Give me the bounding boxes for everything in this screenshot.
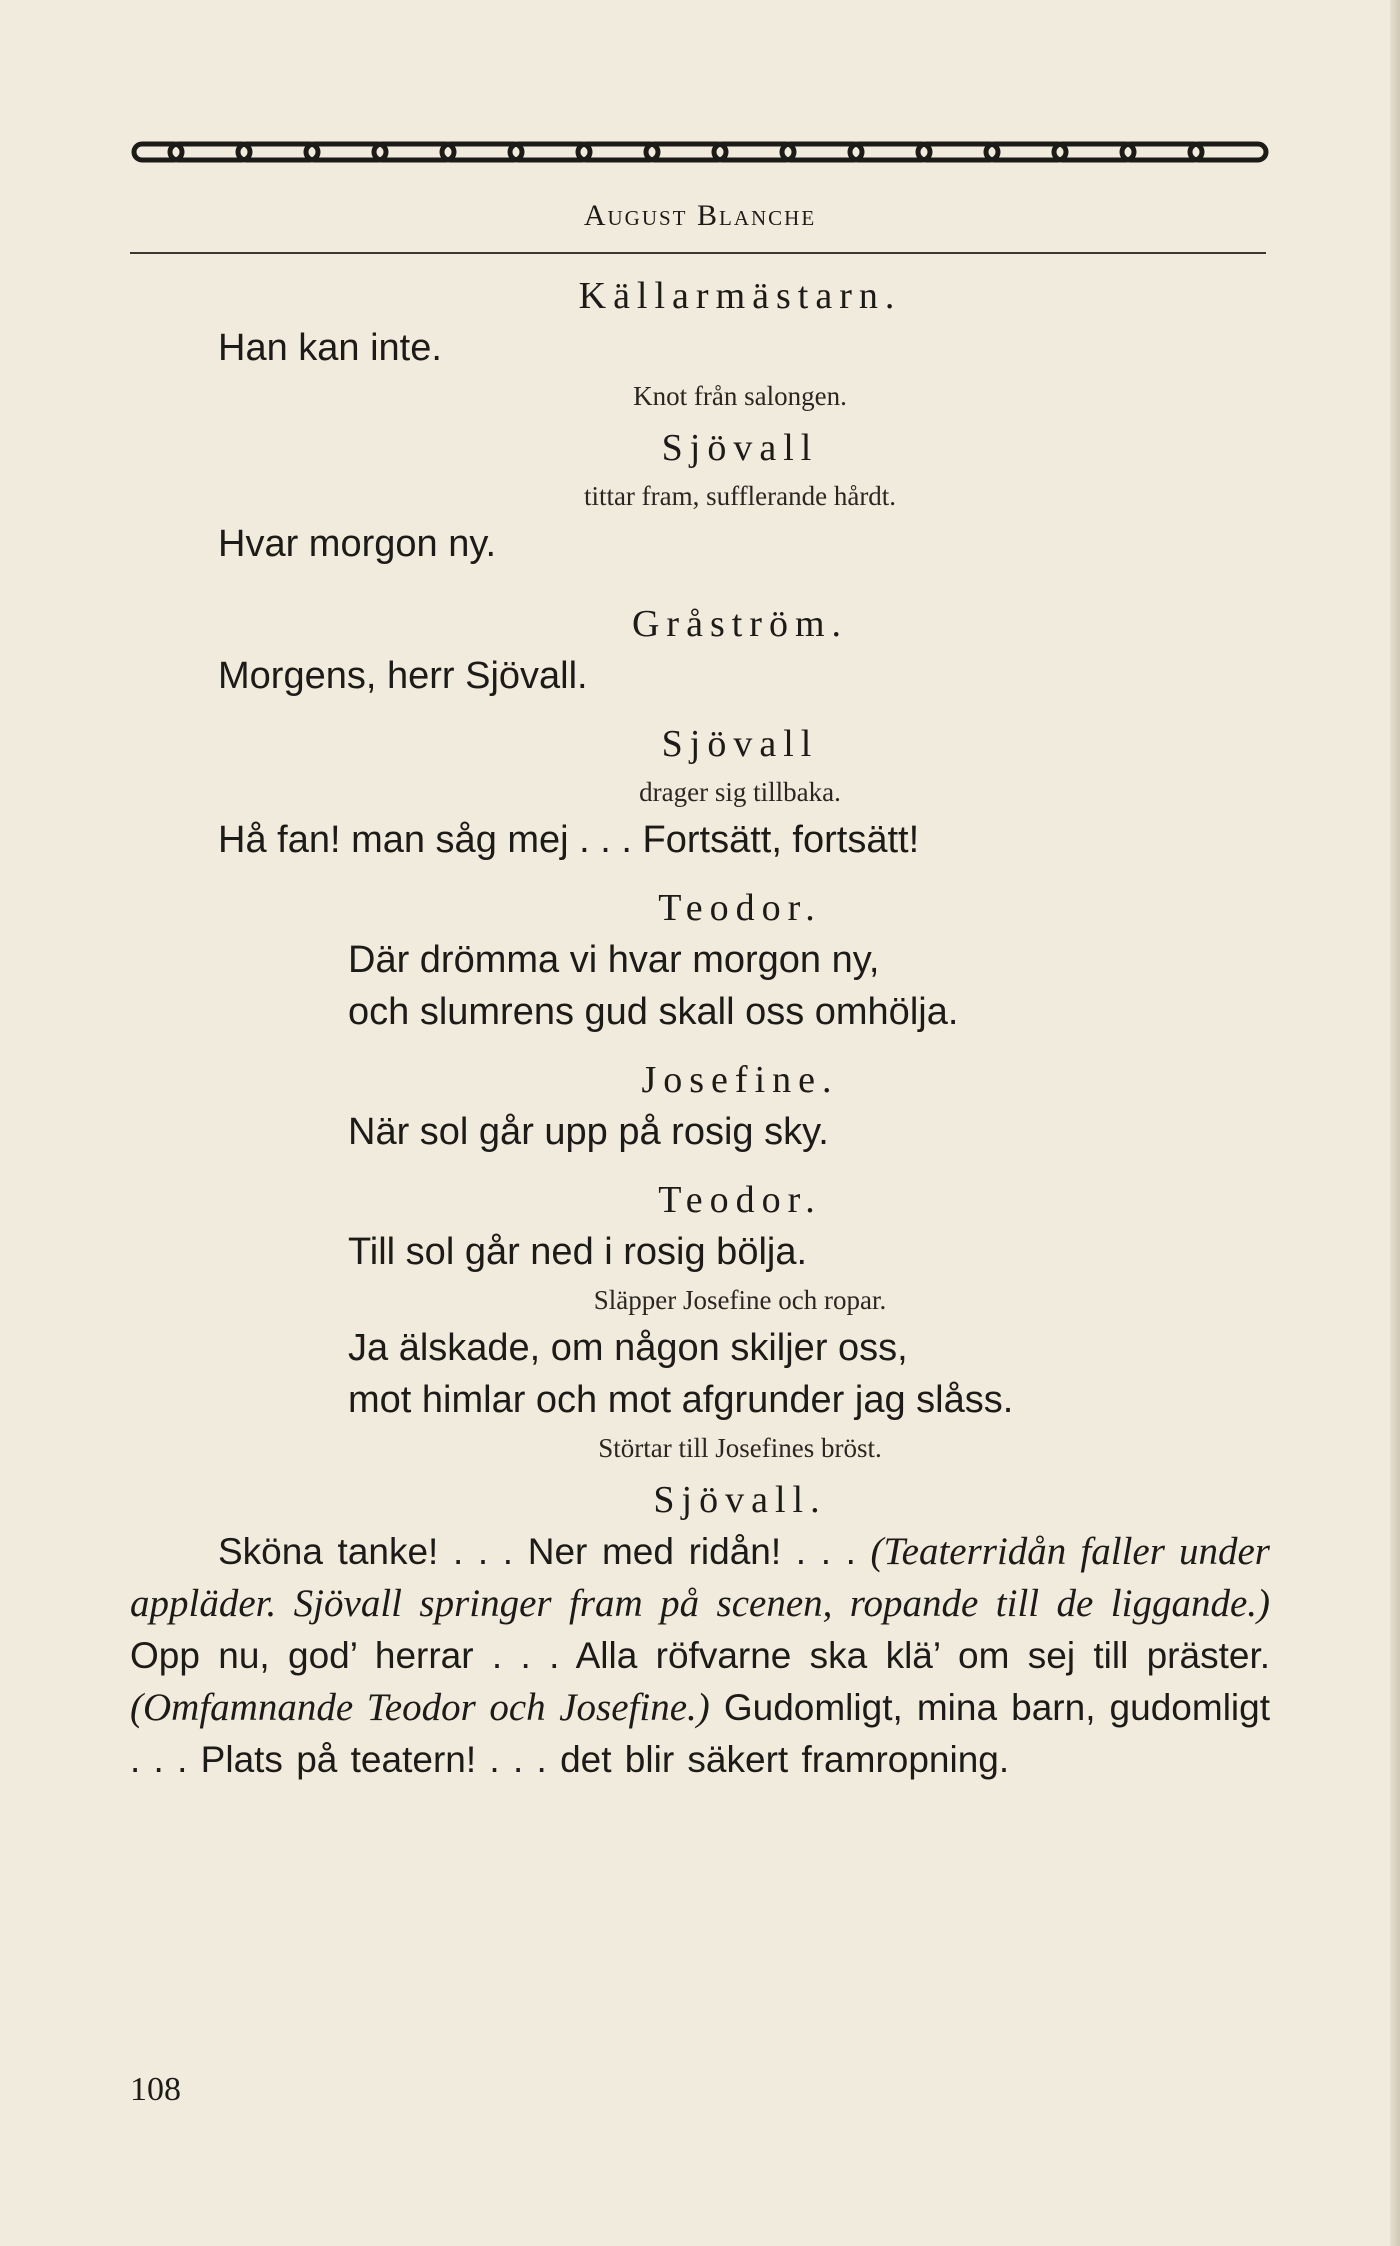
verse-line: När sol går upp på rosig sky. <box>348 1111 829 1153</box>
para-stage-italic: (Teaterridån faller under appläder. Sjövall springer fram på scenen, ropande till de liggande.) <box>130 1530 1270 1625</box>
para-text: Opp nu, god’ herrar . . . Alla röfvarne ska klä’ om sej till präster. <box>130 1635 1270 1676</box>
page-edge <box>1390 0 1400 2246</box>
page-number: 108 <box>130 2071 181 2108</box>
header-rule <box>130 252 1266 254</box>
closing-paragraph <box>130 1526 1270 1786</box>
dialogue-line: Morgens, herr Sjövall. <box>218 655 588 697</box>
dialogue-line: Hå fan! man såg mej . . . Fortsätt, fortsätt! <box>218 819 920 861</box>
dialogue-line: Han kan inte. <box>218 327 442 369</box>
speaker-name: Sjövall. <box>653 1479 827 1521</box>
para-text: Gudomligt, mina barn, gudomligt . . . Plats på teatern! . . . det blir säkert framropning. <box>130 1687 1270 1780</box>
verse-line: Ja älskade, om någon skiljer oss, <box>348 1327 908 1369</box>
para-stage-italic: (Omfamnande Teodor och Josefine.) <box>130 1686 710 1729</box>
verse-line: Till sol går ned i rosig bölja. <box>348 1231 808 1273</box>
page-body <box>130 270 1270 1786</box>
verse-line: Där drömma vi hvar morgon ny, <box>348 939 880 981</box>
stage-direction: Störtar till Josefines bröst. <box>598 1433 882 1463</box>
stage-direction: Släpper Josefine och ropar. <box>593 1285 887 1315</box>
speaker-name: Sjövall <box>661 427 819 469</box>
stage-direction: drager sig tillbaka. <box>639 777 841 807</box>
stage-direction: Knot från salongen. <box>633 381 847 411</box>
speaker-name: Sjövall <box>661 723 819 765</box>
chain-ornament-border <box>130 136 1270 168</box>
dialogue-line: Hvar morgon ny. <box>218 523 497 565</box>
running-header-author: August Blanche <box>583 199 817 232</box>
speaker-name: Källarmästarn. <box>578 275 902 317</box>
stage-direction: tittar fram, sufflerande hårdt. <box>583 481 897 511</box>
speaker-name: Teodor. <box>658 887 822 929</box>
verse-line: och slumrens gud skall oss omhölja. <box>348 991 959 1033</box>
speaker-name: Gråström. <box>631 603 849 645</box>
para-text: Sköna tanke! . . . Ner med ridån! . . . <box>218 1531 871 1572</box>
speaker-name: Josefine. <box>641 1059 839 1101</box>
verse-line: mot himlar och mot afgrunder jag slåss. <box>348 1379 1014 1421</box>
speaker-name: Teodor. <box>658 1179 822 1221</box>
